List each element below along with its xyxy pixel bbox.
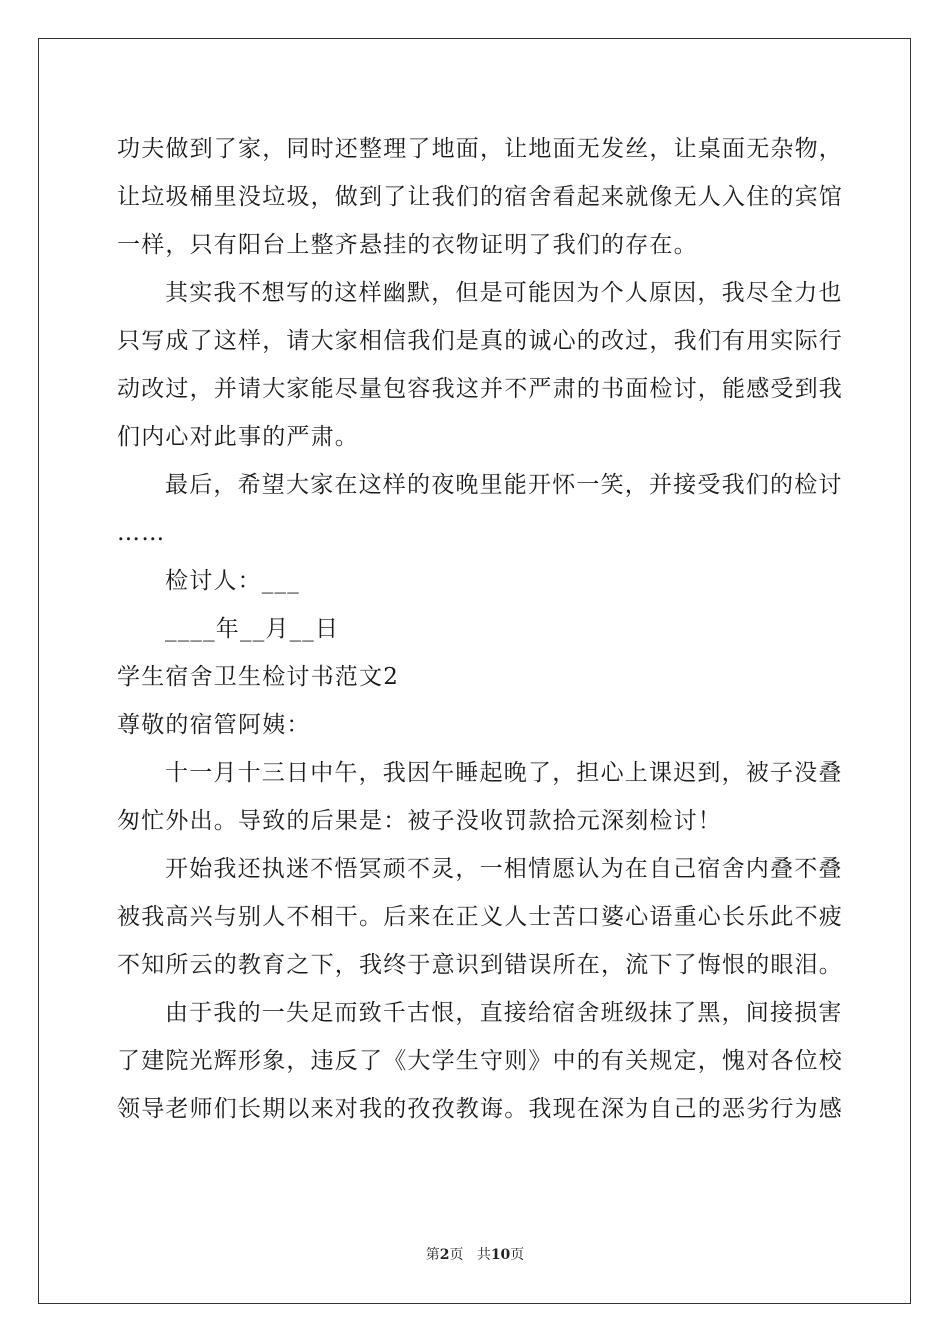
- footer-page-suffix: 页: [449, 1247, 464, 1263]
- body-line: ……: [117, 520, 166, 546]
- current-page-number: 2: [439, 1247, 450, 1263]
- body-line: 由于我的一失足而致千古恨，直接给宿舍班级抹了黑，间接损害: [165, 1000, 843, 1026]
- document-body: [117, 125, 843, 1133]
- body-line: 匆忙外出。导致的后果是：被子没收罚款拾元深刻检讨！: [117, 808, 722, 834]
- footer-total-prefix: 共: [476, 1247, 491, 1263]
- footer-total-suffix: 页: [510, 1247, 525, 1263]
- body-line: 其实我不想写的这样幽默，但是可能因为个人原因，我尽全力也: [165, 280, 843, 306]
- body-line: 让垃圾桶里没垃圾，做到了让我们的宿舍看起来就像无人入住的宾馆: [117, 184, 843, 210]
- body-line: 只写成了这样，请大家相信我们是真的诚心的改过，我们有用实际行: [117, 328, 843, 354]
- date-line: ____年__月__日: [165, 616, 340, 642]
- section-title: 学生宿舍卫生检讨书范文2: [117, 664, 400, 690]
- total-page-count: 10: [490, 1247, 511, 1263]
- body-line: 动改过，并请大家能尽量包容我这并不严肃的书面检讨，能感受到我: [117, 376, 843, 402]
- body-line: 最后，希望大家在这样的夜晚里能开怀一笑，并接受我们的检讨: [165, 472, 843, 498]
- salutation: 尊敬的宿管阿姨：: [117, 712, 311, 738]
- body-line: 功夫做到了家，同时还整理了地面，让地面无发丝，让桌面无杂物，: [117, 136, 843, 162]
- footer-prefix: 第: [425, 1247, 440, 1263]
- body-line: 被我高兴与别人不相干。后来在正义人士苦口婆心语重心长乐此不疲: [117, 904, 843, 930]
- signer-line: 检讨人：___: [165, 568, 300, 594]
- page-footer: [0, 1244, 950, 1264]
- body-line: 开始我还执迷不悟冥顽不灵，一相情愿认为在自己宿舍内叠不叠: [165, 856, 843, 882]
- body-line: 一样，只有阳台上整齐悬挂的衣物证明了我们的存在。: [117, 232, 698, 258]
- body-line: 十一月十三日中午，我因午睡起晚了，担心上课迟到，被子没叠: [165, 760, 843, 786]
- body-line: 们内心对此事的严肃。: [117, 424, 359, 450]
- body-line: 了建院光辉形象，违反了《大学生守则》中的有关规定，愧对各位校: [117, 1048, 843, 1074]
- body-line: 不知所云的教育之下，我终于意识到错误所在，流下了悔恨的眼泪。: [117, 952, 843, 978]
- body-line: 领导老师们长期以来对我的孜孜教诲。我现在深为自己的恶劣行为感: [117, 1096, 843, 1122]
